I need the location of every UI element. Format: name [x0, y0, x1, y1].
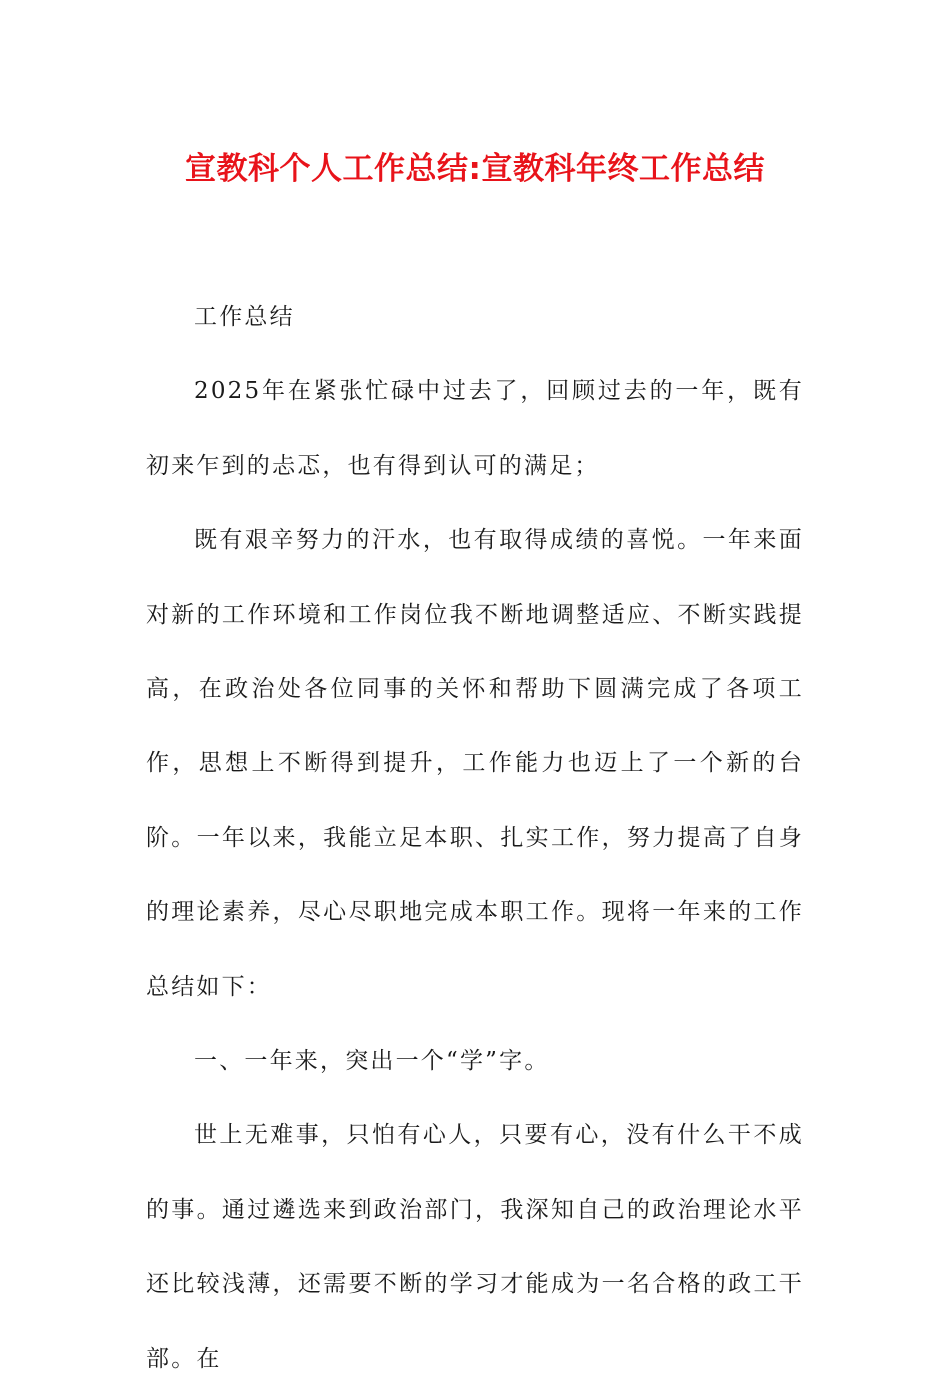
- document-title: 宣教科个人工作总结:宣教科年终工作总结: [185, 151, 765, 187]
- paragraph: 世上无难事，只怕有心人，只要有心，没有什么干不成的事。通过遴选来到政治部门，我深知自己的政治理论水平还比较浅薄，还需要不断的学习才能成为一名合格的政工干部。在: [146, 1122, 804, 1372]
- document-body: [146, 280, 804, 1396]
- paragraph: 既有艰辛努力的汗水，也有取得成绩的喜悦。一年来面对新的工作环境和工作岗位我不断地调整适应、不断实践提高，在政治处各位同事的关怀和帮助下圆满完成了各项工作，思想上不断得到提升，工作能力也迈上了一个新的台阶。一年以来，我能立足本职、扎实工作，努力提高了自身的理论素养，尽心尽职地完成本职工作。现将一年来的工作总结如下：: [146, 527, 804, 1000]
- paragraph-heading: 工作总结: [194, 304, 295, 330]
- paragraph: 2025年在紧张忙碌中过去了，回顾过去的一年，既有初来乍到的忐忑，也有得到认可的满足；: [146, 378, 804, 479]
- section-heading: 一、一年来，突出一个“学”字。: [194, 1048, 550, 1075]
